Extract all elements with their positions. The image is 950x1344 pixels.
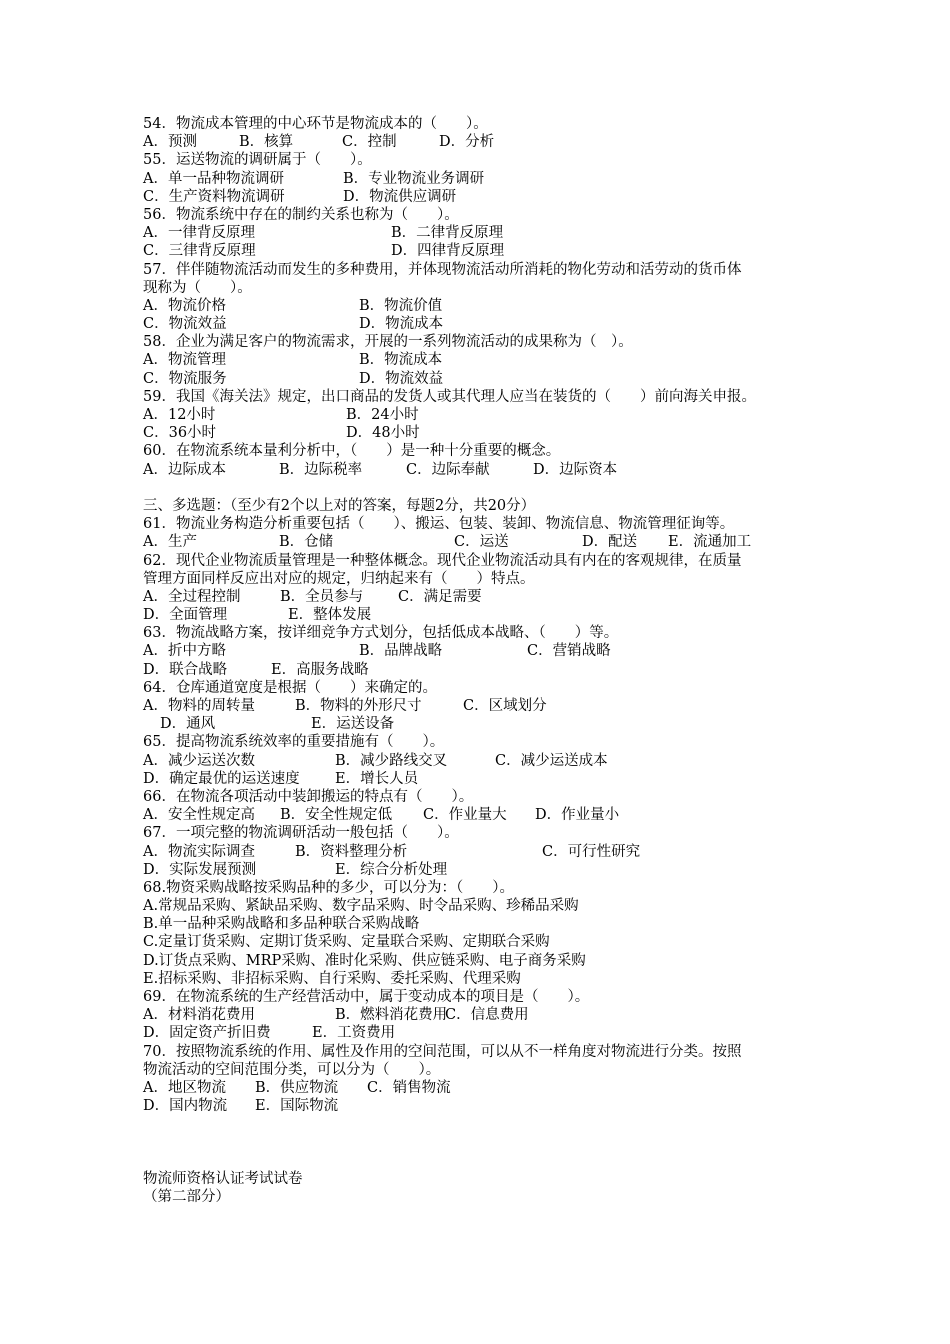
option-text: A．物流实际调查	[143, 843, 255, 860]
text-line	[143, 1188, 813, 1206]
option-text: C．销售物流	[367, 1079, 451, 1096]
text-line	[143, 624, 813, 642]
line-text: 63．物流战略方案，按详细竞争方式划分，包括低成本战略、（ ）等。	[143, 625, 619, 642]
blank-line	[143, 1134, 813, 1152]
option-text: B．减少路线交叉	[335, 752, 448, 769]
option-text: B．边际税率	[279, 461, 363, 478]
option-text: B．资料整理分析	[295, 843, 408, 860]
option-text: B．物流价值	[359, 297, 443, 314]
text-line	[143, 952, 813, 970]
option-text: A．全过程控制	[143, 588, 241, 605]
text-line	[143, 388, 813, 406]
option-text: C．边际奉献	[406, 461, 490, 478]
line-text: 61．物流业务构造分析重要包括（ ）、搬运、包装、装卸、物流信息、物流管理征询等。	[143, 516, 735, 533]
line-text: E.招标采购、非招标采购、自行采购、委托采购、代理采购	[143, 970, 521, 987]
text-line	[143, 661, 813, 679]
option-text: C．满足需要	[398, 588, 482, 605]
option-text: C．36小时	[143, 425, 217, 442]
text-line	[143, 806, 813, 824]
text-line	[143, 170, 813, 188]
text-line	[143, 442, 813, 460]
option-text: D．通风	[160, 716, 216, 733]
option-text: D．物流供应调研	[343, 188, 457, 205]
option-text: B．仓储	[279, 534, 334, 551]
text-line	[143, 915, 813, 933]
option-text: B．二律背反原理	[391, 225, 504, 242]
line-text: A.常规品采购、紧缺品采购、数字品采购、时令品采购、珍稀品采购	[143, 898, 579, 915]
option-text: B．物料的外形尺寸	[295, 698, 422, 714]
text-line	[143, 279, 813, 297]
option-text: C．作业量大	[423, 807, 507, 824]
line-text: 57．伴伴随物流活动而发生的多种费用，并体现物流活动所消耗的物化劳动和活劳动的货币体	[143, 261, 742, 278]
option-text: A．安全性规定高	[143, 807, 255, 824]
text-line	[143, 770, 813, 788]
option-text: B．燃料消花费用	[335, 1007, 448, 1024]
text-line	[143, 133, 813, 151]
text-line	[143, 715, 813, 733]
text-line	[143, 406, 813, 424]
text-line	[143, 424, 813, 442]
line-text: 70．按照物流系统的作用、属性及作用的空间范围，可以从不一样角度对物流进行分类。按照	[143, 1043, 742, 1060]
line-text: 物流活动的空间范围分类，可以分为（ ）。	[143, 1061, 441, 1078]
text-line	[143, 861, 813, 879]
blank-line	[143, 1115, 813, 1133]
option-text: B．专业物流业务调研	[343, 170, 485, 187]
option-text: D．全面管理	[143, 607, 228, 624]
option-text: B．核算	[239, 134, 294, 151]
option-text: A．物流管理	[143, 352, 226, 369]
line-text: D.订货点采购、MRP采购、准时化采购、供应链采购、电子商务采购	[143, 952, 586, 969]
line-text: 65．提高物流系统效率的重要措施有（ ）。	[143, 734, 445, 751]
text-line	[143, 497, 813, 515]
line-text: 68.物资采购战略按采购品种的多少，可以分为：（ ）。	[143, 879, 515, 896]
line-text: 58．企业为满足客户的物流需求，开展的一系列物流活动的成果称为（ ）。	[143, 334, 633, 351]
text-line	[143, 788, 813, 806]
line-text: 67．一项完整的物流调研活动一般包括（ ）。	[143, 825, 459, 842]
line-text: 现称为（ ）。	[143, 279, 252, 296]
line-text: C.定量订货采购、定期订货采购、定量联合采购、定期联合采购	[143, 934, 550, 951]
text-line	[143, 552, 813, 570]
text-line	[143, 970, 813, 988]
text-line	[143, 1170, 813, 1188]
text-line	[143, 606, 813, 624]
option-text: A．12小时	[143, 407, 216, 423]
option-text: C．生产资料物流调研	[143, 188, 285, 205]
option-text: D．物流效益	[359, 370, 444, 387]
text-line	[143, 224, 813, 242]
text-line	[143, 188, 813, 206]
text-line	[143, 988, 813, 1006]
text-line	[143, 697, 813, 715]
option-text: A．减少运送次数	[143, 752, 255, 769]
text-line	[143, 879, 813, 897]
line-text: B.单一品种采购战略和多品种联合采购战略	[143, 916, 420, 933]
option-text: A．边际成本	[143, 461, 226, 478]
exam-page	[143, 115, 813, 1206]
line-text: 59．我国《海关法》规定，出口商品的发货人或其代理人应当在装货的（ ）前向海关申报。	[143, 388, 756, 405]
text-line	[143, 843, 813, 861]
text-line	[143, 1097, 813, 1115]
option-text: C．信息费用	[445, 1007, 529, 1024]
option-text: B．物流成本	[359, 352, 443, 369]
text-line	[143, 115, 813, 133]
option-text: E．国际物流	[255, 1098, 339, 1115]
text-line	[143, 297, 813, 315]
option-text: D．国内物流	[143, 1098, 228, 1115]
line-text: 62．现代企业物流质量管理是一种整体概念。现代企业物流活动具有内在的客观规律，在质量	[143, 552, 742, 569]
option-text: C．控制	[342, 134, 397, 151]
blank-line	[143, 479, 813, 497]
text-line	[143, 897, 813, 915]
text-line	[143, 588, 813, 606]
text-line	[143, 933, 813, 951]
line-text: 物流师资格认证考试试卷	[143, 1170, 303, 1187]
line-text: 54．物流成本管理的中心环节是物流成本的（ ）。	[143, 116, 488, 132]
text-line	[143, 206, 813, 224]
option-text: A．材料消花费用	[143, 1007, 255, 1024]
line-text: 55．运送物流的调研属于（ ）。	[143, 152, 372, 169]
text-line	[143, 1061, 813, 1079]
option-text: C．营销战略	[527, 643, 611, 660]
text-line	[143, 1006, 813, 1024]
option-text: E．整体发展	[288, 607, 372, 624]
option-text: B．全员参与	[280, 588, 364, 605]
option-text: E．综合分析处理	[335, 861, 448, 878]
line-text: 66．在物流各项活动中装卸搬运的特点有（ ）。	[143, 788, 474, 805]
option-text: D．物流成本	[359, 316, 444, 333]
option-text: A．预测	[143, 134, 197, 151]
option-text: A．一律背反原理	[143, 225, 255, 242]
option-text: D．联合战略	[143, 661, 228, 678]
line-text: 60．在物流系统本量利分析中，（ ）是一种十分重要的概念。	[143, 443, 561, 460]
option-text: D．四律背反原理	[391, 243, 505, 260]
option-text: E．高服务战略	[271, 661, 369, 678]
option-text: C．物流服务	[143, 370, 227, 387]
text-line	[143, 1024, 813, 1042]
text-line	[143, 333, 813, 351]
text-line	[143, 824, 813, 842]
text-line	[143, 261, 813, 279]
text-line	[143, 151, 813, 169]
line-text: 56．物流系统中存在的制约关系也称为（ ）。	[143, 206, 459, 223]
option-text: E．工资费用	[312, 1025, 396, 1042]
option-text: C．可行性研究	[542, 843, 641, 860]
text-line	[143, 461, 813, 479]
blank-line	[143, 1152, 813, 1170]
text-line	[143, 515, 813, 533]
option-text: A．地区物流	[143, 1079, 226, 1096]
option-text: C．物流效益	[143, 316, 227, 333]
option-text: D．边际资本	[533, 461, 618, 478]
option-text: D．固定资产折旧费	[143, 1025, 271, 1042]
option-text: D．作业量小	[535, 807, 620, 824]
option-text: C．三律背反原理	[143, 243, 256, 260]
text-line	[143, 570, 813, 588]
line-text: 管理方面同样反应出对应的规定，归纳起来有（ ）特点。	[143, 570, 535, 587]
option-text: E．流通加工	[668, 534, 752, 551]
text-line	[143, 242, 813, 260]
text-line	[143, 1079, 813, 1097]
option-text: E．增长人员	[335, 770, 419, 787]
option-text: B．供应物流	[255, 1079, 339, 1096]
text-line	[143, 370, 813, 388]
text-line	[143, 315, 813, 333]
line-text: （第二部分）	[143, 1189, 230, 1206]
option-text: A．生产	[143, 534, 197, 551]
option-text: D．配送	[582, 534, 638, 551]
text-line	[143, 752, 813, 770]
line-text: 69．在物流系统的生产经营活动中，属于变动成本的项目是（ ）。	[143, 989, 590, 1005]
option-text: D．确定最优的运送速度	[143, 770, 300, 787]
text-line	[143, 351, 813, 369]
option-text: A．单一品种物流调研	[143, 170, 284, 187]
option-text: B．24小时	[346, 407, 419, 423]
option-text: A．物料的周转量	[143, 698, 255, 714]
option-text: B．品牌战略	[359, 643, 443, 660]
option-text: D．分析	[439, 134, 495, 151]
text-line	[143, 642, 813, 660]
option-text: E．运送设备	[311, 716, 395, 733]
line-text: 三、多选题：（至少有2个以上对的答案，每题2分，共20分）	[143, 497, 536, 514]
line-text: 64．仓库通道宽度是根据（ ）来确定的。	[143, 679, 437, 696]
text-line	[143, 533, 813, 551]
text-line	[143, 1043, 813, 1061]
option-text: D．实际发展预测	[143, 861, 257, 878]
text-line	[143, 733, 813, 751]
option-text: C．区域划分	[463, 698, 547, 714]
option-text: A．物流价格	[143, 297, 226, 314]
option-text: A．折中方略	[143, 643, 226, 660]
option-text: C．运送	[454, 534, 509, 551]
option-text: B．安全性规定低	[280, 807, 393, 824]
text-line	[143, 679, 813, 697]
option-text: D．48小时	[346, 425, 420, 442]
option-text: C．减少运送成本	[495, 752, 608, 769]
